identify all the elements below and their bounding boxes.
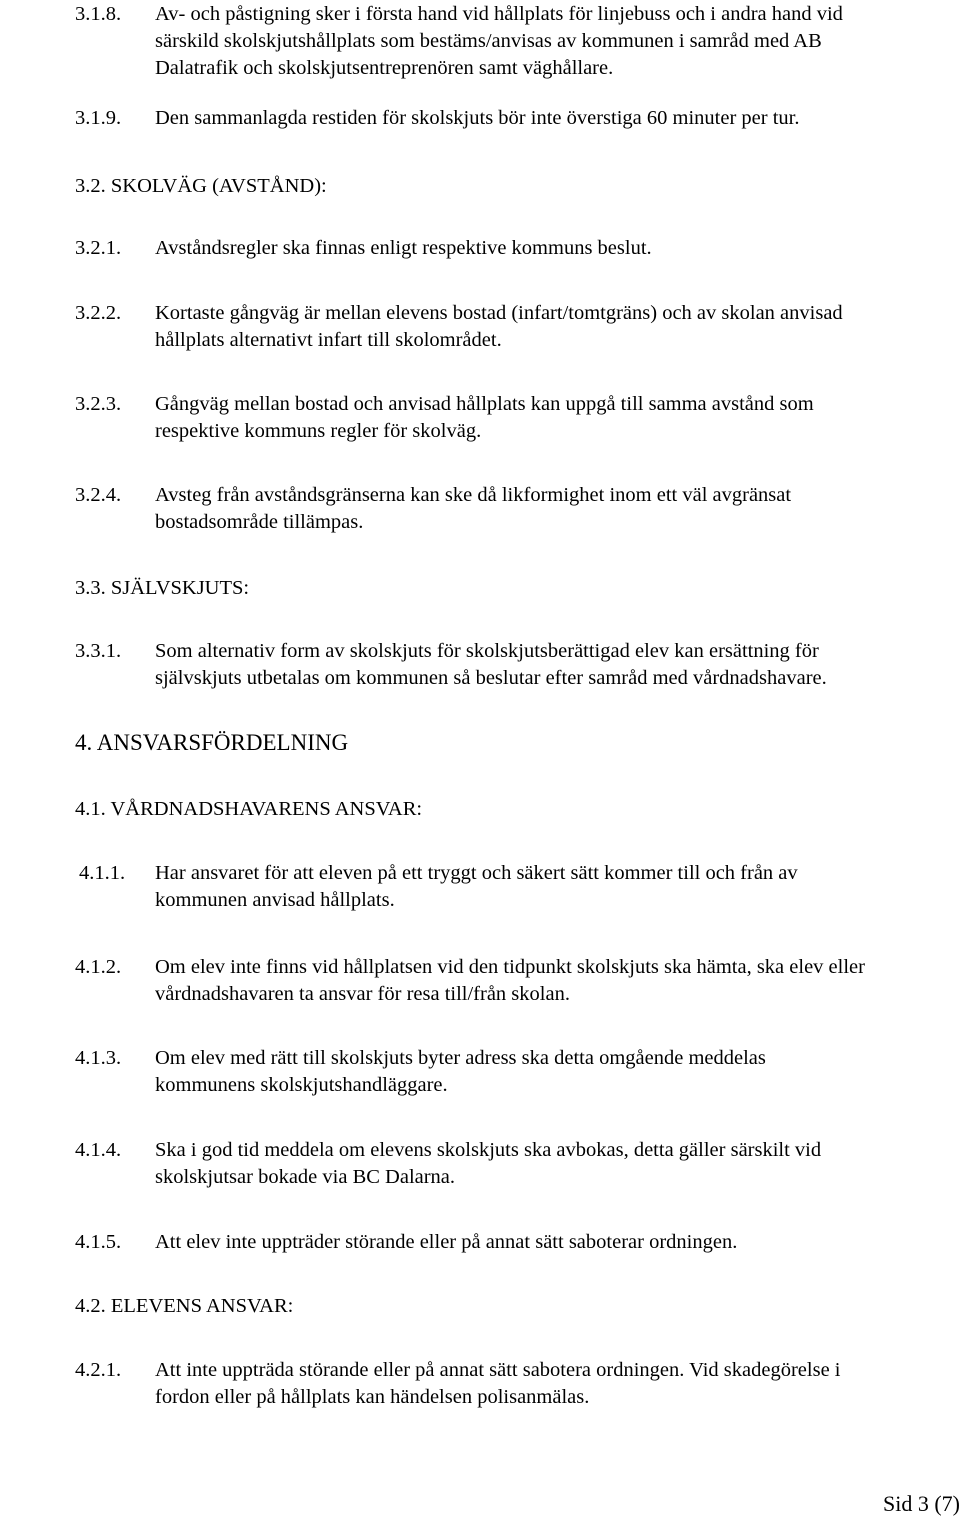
item-text: Har ansvaret för att eleven på ett tryggt och säkert sätt kommer till och från av: [155, 862, 798, 884]
item-number: 3.1.9.: [75, 107, 122, 129]
item-number: 4.1.3.: [75, 1047, 122, 1069]
item-text: respektive kommuns regler för skolväg.: [155, 420, 482, 442]
item-text: fordon eller på hållplats kan händelsen polisanmälas.: [155, 1386, 590, 1408]
item-text: Om elev med rätt till skolskjuts byter adress ska detta omgående meddelas: [155, 1047, 766, 1069]
item-text: bostadsområde tillämpas.: [155, 511, 364, 533]
item-number: 4.1.4.: [75, 1139, 122, 1161]
item-text: Avsteg från avståndsgränserna kan ske då likformighet inom ett väl avgränsat: [155, 484, 792, 506]
item-text: kommunens skolskjutshandläggare.: [155, 1074, 448, 1096]
page-number: Sid 3 (7): [883, 1491, 960, 1516]
item-text: kommunen anvisad hållplats.: [155, 889, 395, 911]
item-number: 3.1.8.: [75, 3, 122, 25]
item-text: Dalatrafik och skolskjutsentreprenören samt väghållare.: [155, 57, 614, 79]
item-number: 4.1.1.: [79, 862, 126, 884]
item-text: Kortaste gångväg är mellan elevens bostad (infart/tomtgräns) och av skolan anvisad: [155, 302, 843, 324]
item-number: 3.2.4.: [75, 484, 122, 506]
item-text: Att inte uppträda störande eller på annat sätt sabotera ordningen. Vid skadegörelse i: [155, 1359, 841, 1381]
item-text: skolskjutsar bokade via BC Dalarna.: [155, 1166, 456, 1188]
item-number: 3.3.1.: [75, 640, 122, 662]
item-text: Att elev inte uppträder störande eller på annat sätt saboterar ordningen.: [155, 1231, 738, 1253]
item-text: Den sammanlagda restiden för skolskjuts bör inte överstiga 60 minuter per tur.: [155, 107, 800, 129]
item-number: 4.1.2.: [75, 956, 122, 978]
item-text: Om elev inte finns vid hållplatsen vid den tidpunkt skolskjuts ska hämta, ska elev eller: [155, 956, 865, 978]
item-text: Gångväg mellan bostad och anvisad hållplats kan uppgå till samma avstånd som: [155, 393, 814, 415]
item-text: särskild skolskjutshållplats som bestäms/anvisas av kommunen i samråd med AB: [155, 30, 822, 52]
item-text: Avståndsregler ska finnas enligt respektive kommuns beslut.: [155, 237, 652, 259]
item-text: hållplats alternativt infart till skolområdet.: [155, 329, 502, 351]
item-number: 3.2.3.: [75, 393, 122, 415]
item-number: 3.2.2.: [75, 302, 122, 324]
item-number: 3.2.1.: [75, 237, 122, 259]
item-text: Av- och påstigning sker i första hand vid hållplats för linjebuss och i andra hand vid: [155, 3, 843, 25]
item-text: vårdnadshavaren ta ansvar för resa till/från skolan.: [155, 983, 570, 1005]
item-text: självskjuts utbetalas om kommunen så beslutar efter samråd med vårdnadshavare.: [155, 667, 827, 689]
item-text: Ska i god tid meddela om elevens skolskjuts ska avbokas, detta gäller särskilt vid: [155, 1139, 822, 1161]
item-text: Som alternativ form av skolskjuts för skolskjutsberättigad elev kan ersättning för: [155, 640, 819, 662]
item-number: 4.1.5.: [75, 1231, 122, 1253]
item-number: 4.2.1.: [75, 1359, 122, 1381]
